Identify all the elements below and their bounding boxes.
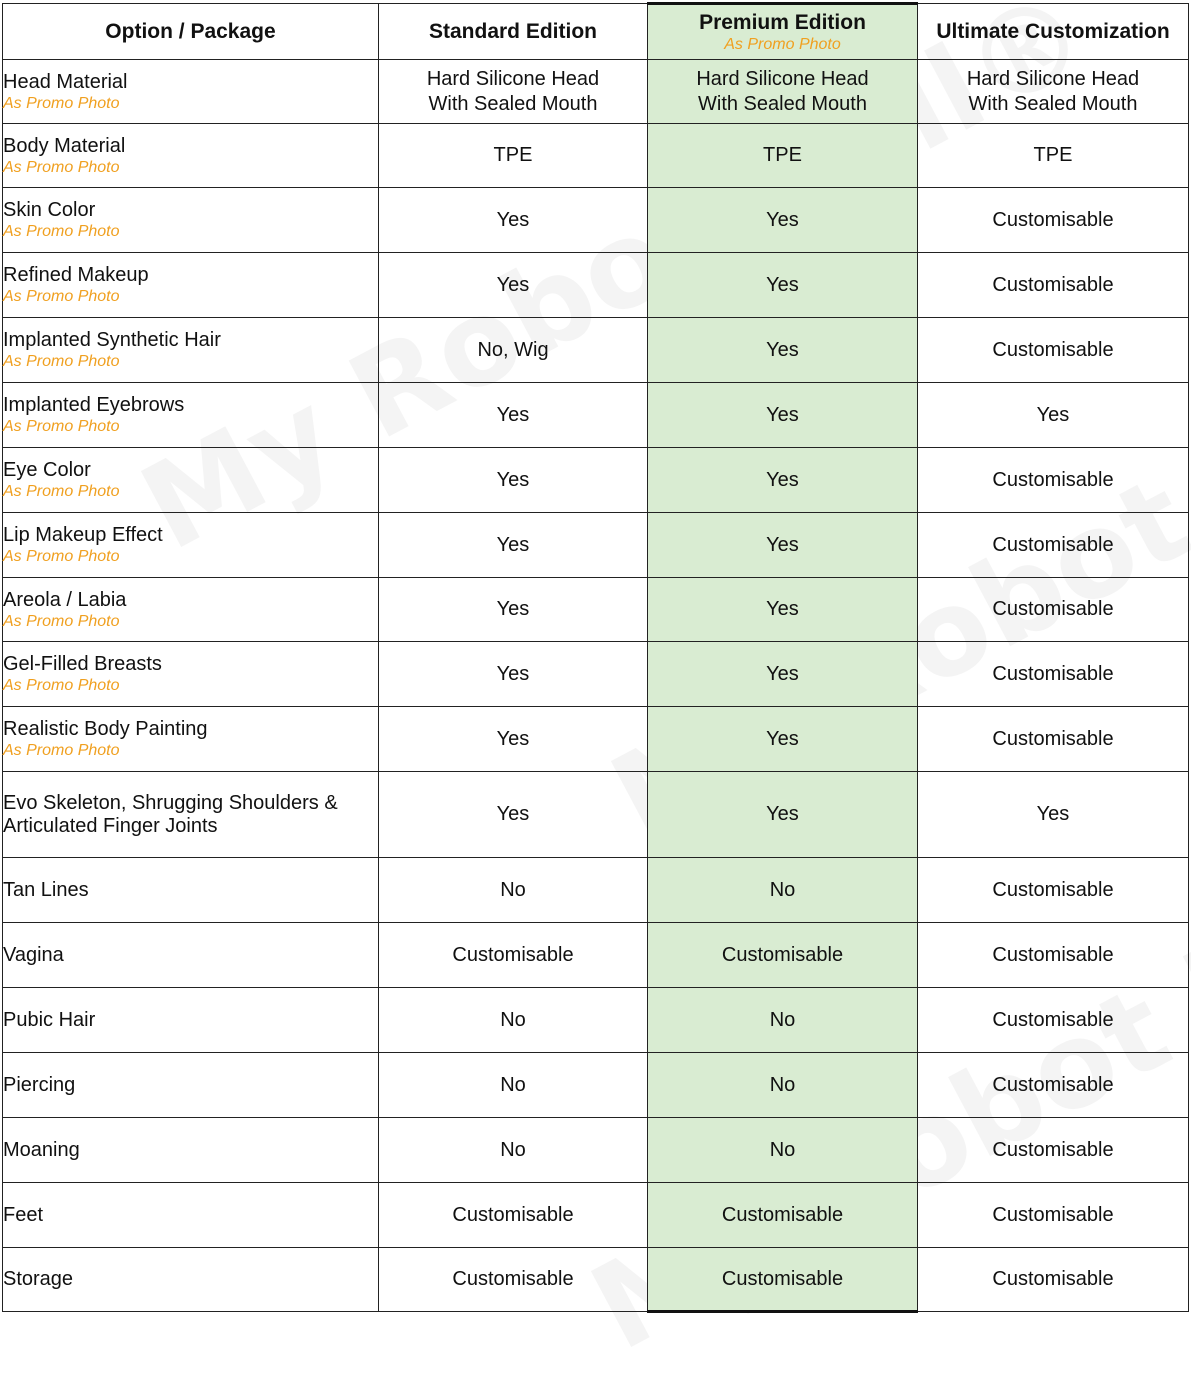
standard-cell [379, 923, 648, 988]
option-cell [3, 383, 379, 448]
standard-value: Yes [496, 533, 530, 556]
table-row [3, 1248, 1189, 1312]
option-cell [3, 707, 379, 772]
table-row [3, 858, 1189, 923]
ultimate-value: Customisable [992, 943, 1114, 966]
standard-cell [379, 253, 648, 318]
option-label: Piercing [3, 1073, 76, 1096]
ultimate-value: TPE [1033, 144, 1073, 166]
table-row [3, 1118, 1189, 1183]
ultimate-value: Customisable [992, 1203, 1114, 1226]
standard-cell [379, 318, 648, 383]
standard-cell [379, 1248, 648, 1312]
ultimate-cell [918, 1053, 1189, 1118]
option-label: Eye Color [3, 459, 91, 481]
ultimate-cell [918, 1248, 1189, 1312]
table-row [3, 707, 1189, 772]
standard-cell [379, 772, 648, 858]
option-cell [3, 124, 379, 188]
header-row [3, 4, 1189, 60]
option-note: As Promo Photo [3, 548, 120, 565]
standard-cell [379, 642, 648, 707]
premium-value: Yes [766, 208, 799, 231]
ultimate-cell [918, 707, 1189, 772]
option-label: Skin Color [3, 199, 96, 221]
ultimate-value: Customisable [992, 727, 1114, 750]
standard-cell [379, 858, 648, 923]
standard-cell [379, 707, 648, 772]
ultimate-cell [918, 772, 1189, 858]
option-cell [3, 513, 379, 578]
option-cell [3, 1053, 379, 1118]
premium-value: Hard Silicone Head With Sealed Mouth [696, 67, 869, 115]
option-label: Vagina [3, 943, 64, 966]
ultimate-value: Yes [1036, 403, 1070, 426]
table-row [3, 578, 1189, 642]
premium-value: Yes [766, 727, 799, 750]
table-row [3, 383, 1189, 448]
ultimate-value: Customisable [992, 338, 1114, 361]
table-row [3, 513, 1189, 578]
premium-cell [648, 448, 918, 513]
premium-value: Yes [766, 338, 799, 361]
premium-cell [648, 383, 918, 448]
ultimate-cell [918, 188, 1189, 253]
standard-cell [379, 60, 648, 124]
premium-value: Customisable [721, 1203, 844, 1226]
option-note: As Promo Photo [3, 288, 120, 305]
table-row [3, 60, 1189, 124]
header-ultimate: Ultimate Customization [918, 4, 1189, 60]
ultimate-cell [918, 253, 1189, 318]
premium-cell [648, 772, 918, 858]
ultimate-value: Customisable [992, 662, 1114, 685]
option-label: Refined Makeup [3, 264, 149, 286]
standard-cell [379, 578, 648, 642]
premium-value: TPE [763, 144, 802, 166]
ultimate-value: Customisable [992, 468, 1114, 491]
option-note: As Promo Photo [3, 94, 120, 112]
table-body [3, 60, 1189, 1312]
premium-cell [648, 1118, 918, 1183]
standard-value: Hard Silicone Head With Sealed Mouth [426, 67, 600, 115]
premium-value: No [769, 1073, 796, 1096]
option-cell [3, 60, 379, 124]
option-cell [3, 988, 379, 1053]
ultimate-cell [918, 513, 1189, 578]
ultimate-cell [918, 318, 1189, 383]
table-row [3, 772, 1189, 858]
table-row [3, 923, 1189, 988]
standard-value: Customisable [452, 1203, 574, 1226]
standard-cell [379, 1183, 648, 1248]
premium-cell [648, 707, 918, 772]
standard-cell [379, 1118, 648, 1183]
option-label: Areola / Labia [3, 588, 127, 611]
ultimate-value: Customisable [992, 1008, 1114, 1031]
option-note: As Promo Photo [3, 612, 120, 630]
premium-value: Yes [766, 662, 799, 685]
header-premium-note: As Promo Photo [724, 35, 841, 53]
premium-cell [648, 60, 918, 124]
standard-cell [379, 513, 648, 578]
premium-value: Customisable [721, 1267, 844, 1290]
premium-value: Yes [766, 403, 799, 426]
ultimate-value: Customisable [992, 533, 1114, 556]
standard-cell [379, 448, 648, 513]
premium-cell [648, 642, 918, 707]
option-label: Implanted Eyebrows [3, 394, 185, 416]
premium-cell [648, 188, 918, 253]
option-label: Implanted Synthetic Hair [3, 329, 221, 351]
standard-cell [379, 188, 648, 253]
option-label: Realistic Body Painting [3, 718, 208, 740]
ultimate-cell [918, 383, 1189, 448]
option-cell [3, 188, 379, 253]
option-label: Storage [3, 1268, 74, 1290]
table-row [3, 988, 1189, 1053]
standard-cell [379, 383, 648, 448]
option-label: Feet [3, 1203, 44, 1226]
ultimate-value: Customisable [992, 878, 1114, 901]
table-row [3, 1053, 1189, 1118]
ultimate-cell [918, 858, 1189, 923]
premium-value: No [769, 878, 796, 901]
option-label: Moaning [3, 1138, 80, 1161]
ultimate-cell [918, 923, 1189, 988]
premium-value: Yes [766, 468, 799, 491]
table-row [3, 253, 1189, 318]
option-note: As Promo Photo [3, 158, 120, 176]
premium-value: No [769, 1138, 796, 1161]
ultimate-value: Yes [1036, 803, 1070, 825]
ultimate-cell [918, 988, 1189, 1053]
ultimate-value: Customisable [992, 598, 1114, 620]
premium-cell [648, 1053, 918, 1118]
ultimate-value: Customisable [992, 208, 1114, 231]
premium-value: No [769, 1008, 796, 1031]
option-label: Evo Skeleton, Shrugging Shoulders & Articulated Finger Joints [3, 791, 338, 837]
premium-value: Yes [766, 803, 799, 825]
standard-value: No [500, 1073, 526, 1096]
option-label: Gel-Filled Breasts [3, 653, 162, 675]
standard-value: No [500, 878, 526, 901]
option-cell [3, 1248, 379, 1312]
option-note: As Promo Photo [3, 677, 120, 694]
table-row [3, 642, 1189, 707]
premium-cell [648, 1183, 918, 1248]
standard-value: TPE [493, 144, 533, 166]
ultimate-cell [918, 578, 1189, 642]
option-cell [3, 858, 379, 923]
standard-value: Yes [496, 403, 530, 426]
standard-value: Yes [496, 468, 530, 491]
standard-value: Yes [496, 803, 530, 825]
standard-cell [379, 988, 648, 1053]
premium-cell [648, 578, 918, 642]
standard-value: No [500, 1008, 526, 1031]
option-note: As Promo Photo [3, 223, 120, 240]
premium-cell [648, 1248, 918, 1312]
option-label: Head Material [3, 70, 128, 93]
table-row [3, 124, 1189, 188]
standard-value: Yes [496, 727, 530, 750]
ultimate-cell [918, 60, 1189, 124]
premium-cell [648, 988, 918, 1053]
standard-value: No, Wig [477, 338, 549, 361]
standard-value: Customisable [452, 1268, 574, 1290]
option-label: Tan Lines [3, 878, 89, 901]
option-cell [3, 253, 379, 318]
standard-value: Yes [496, 273, 530, 296]
standard-value: No [500, 1138, 526, 1161]
premium-cell [648, 858, 918, 923]
option-label: Lip Makeup Effect [3, 524, 163, 546]
ultimate-value: Customisable [992, 273, 1114, 296]
premium-cell [648, 318, 918, 383]
ultimate-value: Customisable [992, 1268, 1114, 1290]
ultimate-cell [918, 448, 1189, 513]
option-note: As Promo Photo [3, 742, 120, 759]
option-cell [3, 1183, 379, 1248]
header-premium-label: Premium Edition [699, 10, 866, 34]
ultimate-cell [918, 642, 1189, 707]
ultimate-value: Hard Silicone Head With Sealed Mouth [966, 67, 1140, 115]
option-label: Pubic Hair [3, 1008, 96, 1031]
premium-cell [648, 253, 918, 318]
ultimate-value: Customisable [992, 1073, 1114, 1096]
option-cell [3, 578, 379, 642]
option-cell [3, 923, 379, 988]
standard-cell [379, 1053, 648, 1118]
ultimate-cell [918, 1118, 1189, 1183]
table-row [3, 448, 1189, 513]
standard-value: Yes [496, 598, 530, 620]
premium-value: Customisable [721, 943, 844, 966]
premium-value: Yes [766, 598, 799, 620]
table-row [3, 1183, 1189, 1248]
option-cell [3, 318, 379, 383]
ultimate-cell [918, 124, 1189, 188]
standard-value: Yes [496, 662, 530, 685]
table-row [3, 188, 1189, 253]
option-cell [3, 642, 379, 707]
option-cell [3, 448, 379, 513]
standard-cell [379, 124, 648, 188]
ultimate-value: Customisable [992, 1138, 1114, 1161]
standard-value: Customisable [452, 943, 574, 966]
header-option: Option / Package [3, 4, 379, 60]
option-cell [3, 1118, 379, 1183]
premium-value: Yes [766, 533, 799, 556]
option-note: As Promo Photo [3, 483, 120, 500]
premium-cell [648, 513, 918, 578]
option-label: Body Material [3, 134, 126, 157]
premium-cell [648, 124, 918, 188]
option-cell [3, 772, 379, 858]
header-standard: Standard Edition [379, 4, 648, 60]
standard-value: Yes [496, 208, 530, 231]
premium-cell [648, 923, 918, 988]
ultimate-cell [918, 1183, 1189, 1248]
option-note: As Promo Photo [3, 353, 120, 370]
option-note: As Promo Photo [3, 418, 120, 435]
header-premium [648, 4, 918, 60]
comparison-table [2, 2, 1189, 1313]
table-row [3, 318, 1189, 383]
premium-value: Yes [766, 273, 799, 296]
